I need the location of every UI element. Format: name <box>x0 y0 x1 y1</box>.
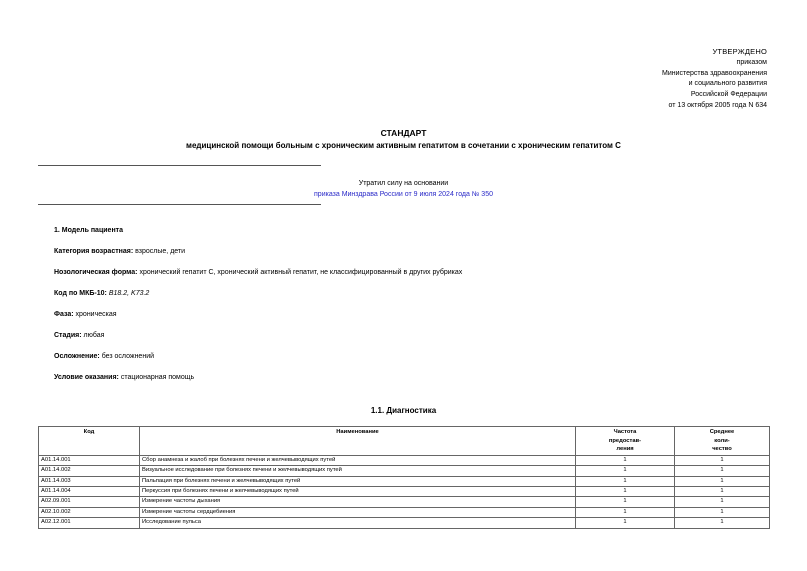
cell-average: 1 <box>675 476 770 486</box>
diagnostics-title: 1.1. Диагностика <box>370 406 437 415</box>
cell-code: A01.14.003 <box>39 476 140 486</box>
cell-average: 1 <box>675 487 770 497</box>
header-code: Код <box>39 427 140 456</box>
cell-code: A02.10.002 <box>39 507 140 517</box>
header-frequency: Частота предостав- ления <box>576 427 675 456</box>
cell-average: 1 <box>675 518 770 528</box>
cell-code: A01.14.001 <box>39 455 140 465</box>
cell-name: Исследование пульса <box>140 518 576 528</box>
table-row <box>39 507 770 517</box>
cell-average: 1 <box>675 466 770 476</box>
approval-title: УТВЕРЖДЕНО <box>712 47 767 56</box>
table-row <box>39 518 770 528</box>
field-icd10-code: Код по МКБ-10: B18.2, K73.2 <box>54 290 150 297</box>
cell-name: Измерение частоты дыхания <box>140 497 576 507</box>
header-name: Наименование <box>140 427 576 456</box>
cell-code: A02.12.001 <box>39 518 140 528</box>
field-complication: Осложнение: без осложнений <box>54 353 155 360</box>
cell-name: Перкуссия при болезнях печени и желчевыводящих путей <box>140 487 576 497</box>
revocation-order-link[interactable]: приказа Минздрава России от 9 июля 2024 года № 350 <box>314 191 493 198</box>
approval-block <box>662 47 767 112</box>
table-row <box>39 466 770 476</box>
table-row <box>39 455 770 465</box>
table-row <box>39 476 770 486</box>
cell-code: A01.14.002 <box>39 466 140 476</box>
table-row <box>39 487 770 497</box>
cell-frequency: 1 <box>576 466 675 476</box>
cell-frequency: 1 <box>576 507 675 517</box>
cell-name: Сбор анамнеза и жалоб при болезнях печени и желчевыводящих путей <box>140 455 576 465</box>
divider-top <box>38 165 321 166</box>
cell-name: Пальпация при болезнях печени и желчевыводящих путей <box>140 476 576 486</box>
field-phase: Фаза: хроническая <box>54 311 117 318</box>
cell-code: A02.09.001 <box>39 497 140 507</box>
cell-name: Измерение частоты сердцебиения <box>140 507 576 517</box>
diagnostics-table <box>38 426 770 529</box>
field-nosological-form: Нозологическая форма: хронический гепатит С, хронический активный гепатит, не классифицированный в других рубриках <box>54 269 463 276</box>
approval-line: Министерства здравоохранения <box>662 69 767 77</box>
cell-frequency: 1 <box>576 497 675 507</box>
divider-bottom <box>38 204 321 205</box>
revocation-text: Утратил силу на основании <box>358 180 449 187</box>
cell-name: Визуальное исследование при болезнях печени и желчевыводящих путей <box>140 466 576 476</box>
header-average-count: Среднее коли- чество <box>675 427 770 456</box>
approval-line: от 13 октября 2005 года N 634 <box>668 101 767 109</box>
cell-average: 1 <box>675 497 770 507</box>
field-care-condition: Условие оказания: стационарная помощь <box>54 374 195 381</box>
approval-line: приказом <box>736 58 767 66</box>
cell-average: 1 <box>675 455 770 465</box>
standard-subtitle: медицинской помощи больным с хроническим активным гепатитом в сочетании с хроническим гепатитом С <box>186 141 621 150</box>
cell-code: A01.14.004 <box>39 487 140 497</box>
cell-frequency: 1 <box>576 487 675 497</box>
field-age-category: Категория возрастная: взрослые, дети <box>54 248 186 255</box>
table-header-row <box>39 427 770 456</box>
standard-title: СТАНДАРТ <box>380 128 427 138</box>
table-row <box>39 497 770 507</box>
approval-line: Российской Федерации <box>690 91 767 99</box>
field-stage: Стадия: любая <box>54 332 105 339</box>
revocation-notice <box>0 178 807 200</box>
cell-average: 1 <box>675 507 770 517</box>
cell-frequency: 1 <box>576 476 675 486</box>
approval-line: и социального развития <box>688 80 767 88</box>
cell-frequency: 1 <box>576 455 675 465</box>
patient-model-heading: 1. Модель пациента <box>54 227 123 234</box>
cell-frequency: 1 <box>576 518 675 528</box>
standard-title-block <box>0 128 807 151</box>
